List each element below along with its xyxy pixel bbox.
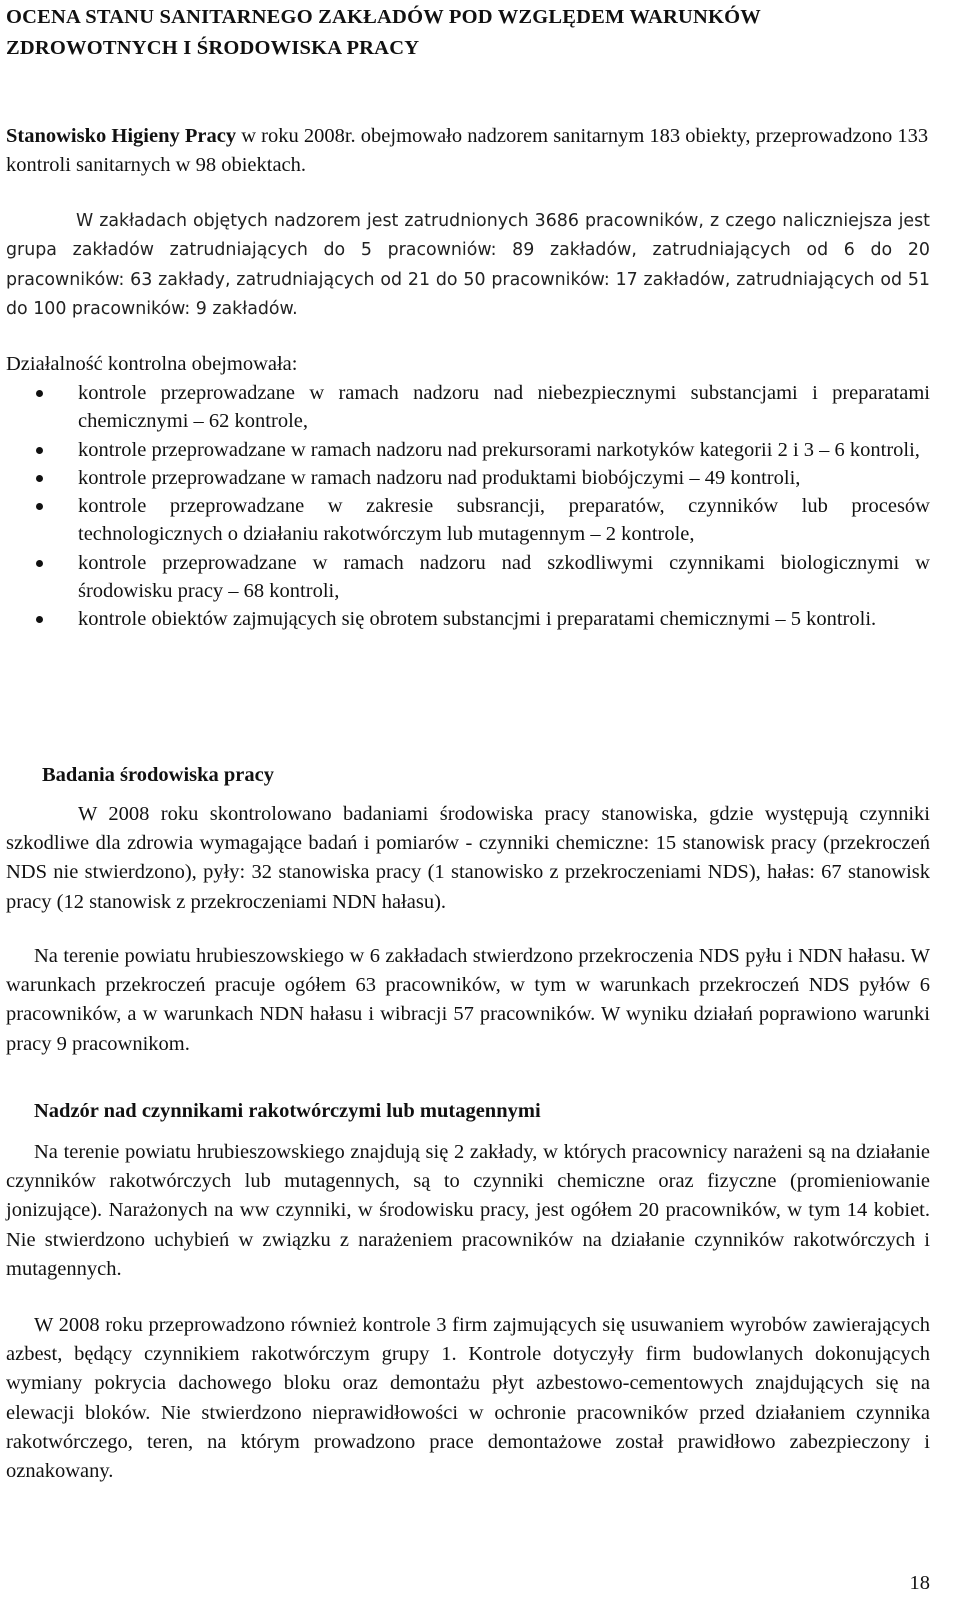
section-heading-work-environment: Badania środowiska pracy — [42, 764, 275, 786]
document-title: OCENA STANU SANITARNEGO ZAKŁADÓW POD WZGLĘDEM WARUNKÓW ZDROWOTNYCH I ŚRODOWISKA PRACY — [6, 6, 761, 59]
list-item — [6, 436, 930, 464]
work-environment-paragraph-2: Na terenie powiatu hrubieszowskiego w 6 zakładach stwierdzono przekroczenia NDS pyłu i NDN hałasu. W warunkach przekroczeń pracuje ogółem 63 pracowników, w tym w warunkach przekroczeń NDS pyłów 6 pracowników, a w warunkach NDN hałasu i wibracji 57 pracowników. W wyniku działań poprawiono warunki pracy 9 pracownikom. — [6, 945, 930, 1055]
intro-paragraph — [6, 122, 930, 180]
list-item — [6, 605, 930, 633]
bullet-icon — [36, 390, 43, 397]
list-item — [6, 464, 930, 492]
list-item — [6, 549, 930, 606]
list-item-text: kontrole przeprowadzane w ramach nadzoru nad niebezpiecznymi substancjami i preparatami chemicznymi – 62 kontrole, — [78, 382, 930, 433]
list-item-text: kontrole przeprowadzane w ramach nadzoru nad produktami biobójczymi – 49 kontroli, — [78, 466, 801, 489]
list-item-text: kontrole przeprowadzane w ramach nadzoru nad szkodliwymi czynnikami biologicznymi w środowisku pracy – 68 kontroli, — [78, 551, 930, 603]
section-heading-carcinogens: Nadzór nad czynnikami rakotwórczymi lub mutagennymi — [34, 1100, 541, 1122]
page-number: 18 — [909, 1572, 930, 1594]
employment-paragraph: W zakładach objętych nadzorem jest zatrudnionych 3686 pracowników, z czego naliczniejsza jest grupa zakładów zatrudniających do 5 pracowniów: 89 zakładów, zatrudniających od 6 do 20 pracowników: 63 zakłady, zatrudniających od 21 do 50 pracowników: 17 zakładów, zatrudniających od 51 do 100 pracowników: 9 zakładów. — [6, 211, 930, 319]
list-item-text: kontrole przeprowadzane w ramach nadzoru nad prekursorami narkotyków kategorii 2 i 3 – 6 kontroli, — [78, 438, 920, 461]
list-item-text: kontrole przeprowadzane w zakresie subsrancji, preparatów, czynników lub procesów technologicznych o działaniu rakotwórczym lub mutagennym – 2 kontrole, — [78, 495, 930, 546]
bullet-icon — [36, 503, 43, 510]
list-item-text: kontrole obiektów zajmujących się obrotem substancjmi i preparatami chemicznymi – 5 kontroli. — [78, 608, 877, 631]
intro-bold-subject: Stanowisko Higieny Pracy — [6, 125, 237, 147]
work-environment-paragraph-1: W 2008 roku skontrolowano badaniami środowiska pracy stanowiska, gdzie występują czynniki szkodliwe dla zdrowia wymagające badań i pomiarów - czynniki chemiczne: 15 stanowisk pracy (przekroczeń NDS nie stwierdzono), pyły: 32 stanowiska pracy (1 stanowisko z przekroczeniami NDS), hałas: 67 stanowisk pracy (12 stanowisk z przekroczeniami NDN hałasu). — [6, 803, 930, 913]
list-item — [6, 492, 930, 549]
carcinogens-paragraph-1: Na terenie powiatu hrubieszowskiego znajdują się 2 zakłady, w których pracownicy narażeni są na działanie czynników rakotwórczych lub mutagennych, są to czynniki chemiczne oraz fizyczne (promieniowanie jonizujące). Narażonych na ww czynniki, w środowisku pracy, jest ogółem 20 pracowników, w tym 14 kobiet. Nie stwierdzono uchybień w związku z narażeniem pracowników na działanie czynników rakotwórczych i mutagennych. — [6, 1141, 930, 1280]
bullet-icon — [36, 475, 43, 482]
activity-title: Działalność kontrolna obejmowała: — [6, 353, 298, 375]
bullet-icon — [36, 560, 43, 567]
activity-list — [6, 379, 930, 634]
list-item — [6, 379, 930, 436]
intro-text: w roku 2008r. obejmowało nadzorem sanitarnym 183 obiekty, przeprowadzono 133 kontroli sanitarnych w 98 obiektach. — [6, 125, 929, 176]
bullet-icon — [36, 616, 43, 623]
bullet-icon — [36, 447, 43, 454]
carcinogens-paragraph-2: W 2008 roku przeprowadzono również kontrole 3 firm zajmujących się usuwaniem wyrobów zawierających azbest, będący czynnikiem rakotwórczym grupy 1. Kontrole dotyczyły firm budowlanych dokonujących wymiany pokrycia dachowego bloku oraz demontażu płyt azbestowo-cementowych znajdujących się na elewacji bloków. Nie stwierdzono nieprawidłowości w ochronie pracowników przed działaniem czynnika rakotwórczego, teren, na którym prowadzono prace demontażowe został prawidłowo zabezpieczony i oznakowany. — [6, 1314, 930, 1483]
